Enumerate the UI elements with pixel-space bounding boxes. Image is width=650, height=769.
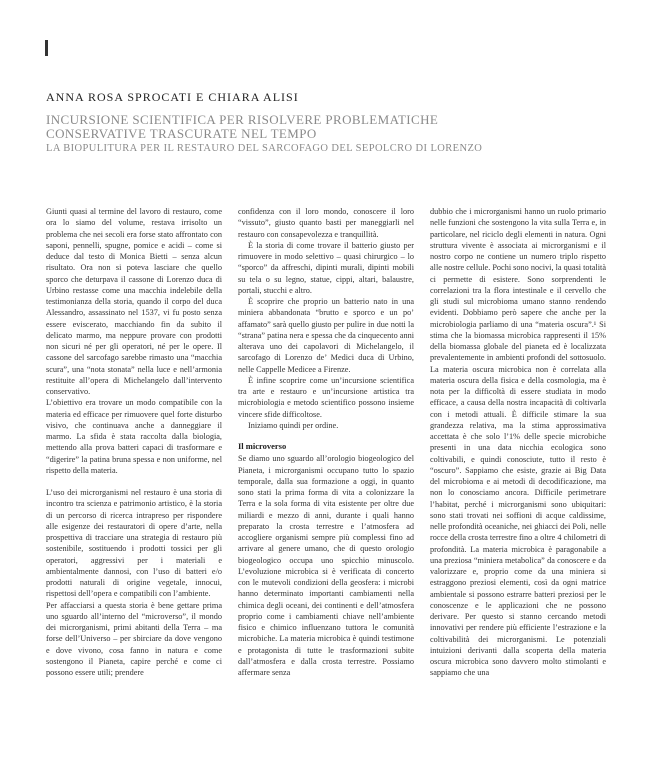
paragraph: È scoprire che proprio un batterio nato in una miniera abbandonata “brutto e sporco e un po’ affamato” sarà quello giusto per pulire in due notti la “strana” patina nera e spessa che da cinquecento anni alterava uno dei capolavori di Michelangelo, il sarcofago di Lorenzo de’ Medici duca di Urbino, nelle Cappelle Medicee a Firenze.	[238, 297, 414, 374]
subtitle: LA BIOPULITURA PER IL RESTAURO DEL SARCOFAGO DEL SEPOLCRO DI LORENZO	[46, 143, 483, 154]
title-block	[46, 113, 616, 156]
paragraph: L’obiettivo era trovare un modo compatibile con la materia ed efficace per rimuovere quel forte disturbo visivo, che continuava anche a danneggiare il marmo. La sfida è stata raccolta dalla biologia, mettendo alla prova batteri capaci di trasformare e “digerire” la patina bruna spessa e non uniforme, nel rispetto della materia.	[46, 398, 222, 475]
paragraph: Giunti quasi al termine del lavoro di restauro, come ora lo siamo del volume, restava irrisolto un problema che nei secoli era forse stato affrontato con saponi, pennelli, spugne, pomice e acidi – come si deduce dal testo di Monica Bietti – senza alcun risultato. Ora non si poteva lasciare che quello sporco che deturpava il cassone di Lorenzo duca di Urbino restasse come una macchia indelebile della testimonianza della storia, quando il corpo del duca Alessandro, assassinato nel 1537, vi fu posto senza essere eviscerato, macchiando fin da subito il delicato marmo, ma neppure provare con prodotti non sicuri né per gli operatori, né per le opere. Il cassone del sarcofago sarebbe rimasto una “macchia scura”, una “nota stonata” nella luce e nell’armonia restituite all’opera di Michelangelo dall’intervento conservativo.	[46, 207, 222, 396]
paragraph: dubbio che i microrganismi hanno un ruolo primario nelle funzioni che sostengono la vita sulla Terra e, in particolare, nel riciclo degli elementi in natura. Ogni struttura vivente è associata ai microrganismi e il nostro corpo ne contiene un numero triplo rispetto alle nostre cellule. Pochi sono nocivi, la quasi totalità ci permette di esistere. Sono sorprendenti le correlazioni tra la flora intestinale e il cervello che gli studi sul microbioma umano stanno rendendo evidenti. Dobbiamo però sapere che anche per la microbiologia parliamo di una “materia oscura”.¹ Si stima che la biomassa microbica rappresenti il 15% della biomassa globale del pianeta ed è localizzata prevalentemente in ambienti profondi del sottosuolo. La materia oscura microbica non è correlata alla materia oscura della fisica e della cosmologia, ma è nota per la difficoltà di essere studiata in modo efficace, a causa della nostra incapacità di coltivarla con i metodi attuali. È difficile stimare la sua grandezza relativa, ma la stima approssimativa accettata è che solo l’1% delle specie microbiche presenti in una data nicchia ecologica sono coltivabili, e quindi conosciute, tutto il resto è “oscuro”. Sappiamo che esiste, grazie ai Big Data del microbioma e ai metodi di decodificazione, ma non lo conosciamo ancora. Difficile perimetrare l’habitat, perché i microrganismi sono ubiquitari: sono stati trovati nei soffioni di acque caldissime, nelle profondità oceaniche, nei ghiacci dei Poli, nelle rocce della crosta terrestre fino a oltre 4 chilometri di profondità. La materia microbica è paragonabile a una preziosa “miniera metabolica” da conoscere e da valorizzare e, proprio come da una miniera si estraggono preziosi elementi, così da ogni matrice ambientale si possono estrarre batteri preziosi per le conoscenze e le applicazioni che ne possono derivare. Per questo si stanno cercando metodi innovativi per rendere più efficiente l’estrazione e la coltivabilità dei microrganismi. Le potenziali intuizioni derivanti dalla scoperta della materia oscura microbica sono davvero molto stimolanti e sappiamo che una	[430, 207, 606, 678]
authors: ANNA ROSA SPROCATI E CHIARA ALISI	[46, 90, 299, 104]
title-line-2: CONSERVATIVE TRASCURATE NEL TEMPO	[46, 126, 317, 141]
section-heading: Il microverso	[238, 441, 287, 451]
paragraph: Se diamo uno sguardo all’orologio biogeologico del Pianeta, i microrganismi occupano tutto lo spazio temporale, dalla sua formazione a oggi, in quanto sono stati la prima forma di vita a colonizzare la Terra e la sola forma di vita esistente per oltre due miliardi e mezzo di anni, durante i quali hanno preparato la crosta terrestre e l’atmosfera ad accogliere organismi sempre più complessi fino ad arrivare al genere umano, che di questo orologio biogeologico occupa uno spicchio minuscolo. L’evoluzione microbica si è verificata di concerto con le mutevoli condizioni della geosfera: i microbi hanno determinato importanti cambiamenti nella chimica degli oceani, dei continenti e dell’atmosfera proprio come i cambiamenti chiave nell’ambiente fisico e chimico influenzano tuttora le comunità microbiche. La materia microbica è quindi testimone e protagonista di tutte le trasformazioni subite dall’atmosfera e dalla crosta terrestre. Possiamo affermare senza	[238, 454, 414, 677]
body-columns	[46, 206, 606, 679]
column-2	[238, 206, 414, 679]
paragraph: Iniziamo quindi per ordine.	[248, 420, 339, 430]
title-line-1: INCURSIONE SCIENTIFICA PER RISOLVERE PROBLEMATICHE	[46, 112, 439, 127]
paragraph: confidenza con il loro mondo, conoscere il loro “vissuto”, giusto quanto basti per maneggiarli nel restauro con consapevolezza e tranquillità.	[238, 207, 414, 239]
paragraph: L’uso dei microrganismi nel restauro è una storia di incontro tra scienza e patrimonio artistico, è la storia di un percorso di ricerca intrapreso per rispondere alle esigenze dei restauratori di opere d’arte, nella prospettiva di tracciare una strategia di restauro più sostenibile, sostituendo i prodotti tossici per gli operatori, aggressivi per i materiali e ambientalmente dannosi, con l’uso di batteri e/o prodotti naturali di origine vegetale, innocui, rispettosi dell’opera e compatibili con l’ambiente.	[46, 488, 222, 599]
paragraph: È infine scoprire come un’incursione scientifica tra arte e restauro e un’incursione artistica tra microbiologia e metodo scientifico possono insieme vincere sfide difficoltose.	[238, 375, 414, 419]
margin-mark	[45, 40, 48, 56]
column-1	[46, 206, 222, 679]
paragraph: È la storia di come trovare il batterio giusto per rimuovere in modo selettivo – quasi chirurgico – lo “sporco” da affreschi, dipinti murali, dipinti mobili su tela o su legno, statue, cippi, altari, balaustre, portali, stucchi e altro.	[238, 240, 414, 295]
paragraph: Per affacciarsi a questa storia è bene gettare prima uno sguardo all’interno del “microverso”, il mondo dei microrganismi, primi abitanti della Terra – ma forse dell’Universo – per sbirciare da dove vengono e dove vivono, cosa fanno in natura e come sostengono il Pianeta, capire perché e come ci possono essere utili; prendere	[46, 600, 222, 677]
column-3	[430, 206, 606, 679]
